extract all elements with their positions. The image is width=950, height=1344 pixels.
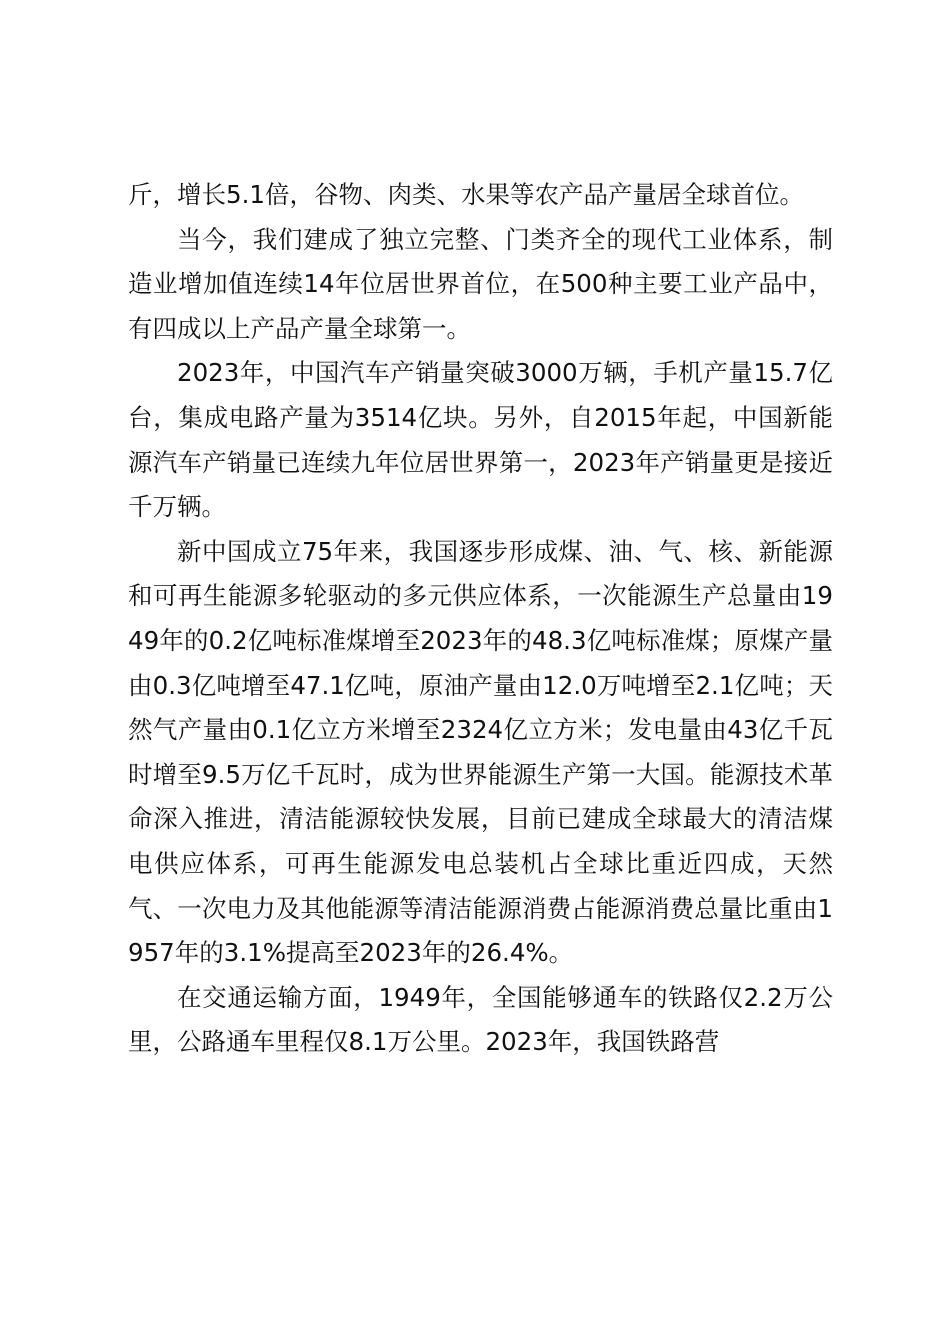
paragraph-energy: 新中国成立75年来，我国逐步形成煤、油、气、核、新能源和可再生能源多轮驱动的多元供应体系，一次能源生产总量由1949年的0.2亿吨标准煤增至2023年的48.3亿吨标准煤；原煤产量由0.3亿吨增至47.1亿吨，原油产量由12.0万吨增至2.1亿吨；天然气产量由0.1亿立方米增至2324亿立方米；发电量由43亿千瓦时增至9.5万亿千瓦时，成为世界能源生产第一大国。能源技术革命深入推进，清洁能源较快发展，目前已建成全球最大的清洁煤电供应体系，可再生能源发电总装机占全球比重近四成，天然气、一次电力及其他能源等清洁能源消费占能源消费总量比重由1957年的3.1%提高至2023年的26.4%。 <box>128 536 833 968</box>
paragraph-transport: 在交通运输方面，1949年，全国能够通车的铁路仅2.2万公里，公路通车里程仅8.1万公里。2023年，我国铁路营 <box>128 982 833 1057</box>
document-body <box>128 173 833 1065</box>
paragraph-industry: 当今，我们建成了独立完整、门类齐全的现代工业体系，制造业增加值连续14年位居世界首位，在500种主要工业产品中，有四成以上产品产量全球第一。 <box>128 224 833 343</box>
paragraph-continued: 斤，增长5.1倍，谷物、肉类、水果等农产品产量居全球首位。 <box>128 180 804 209</box>
paragraph-automotive: 2023年，中国汽车产销量突破3000万辆，手机产量15.7亿台，集成电路产量为3514亿块。另外，自2015年起，中国新能源汽车产销量已连续九年位居世界第一，2023年产销量更是接近千万辆。 <box>128 358 833 522</box>
